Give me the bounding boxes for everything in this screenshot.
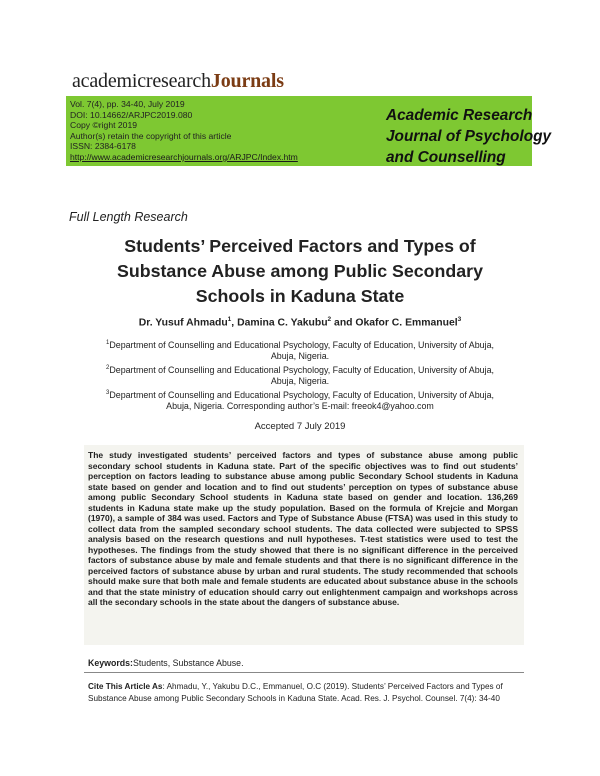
author-separator: ,	[231, 317, 238, 329]
meta-doi: DOI: 10.14662/ARJPC2019.080	[70, 109, 193, 120]
logo-text-accent: Journals	[210, 70, 284, 92]
publisher-logo	[72, 70, 284, 93]
affiliation-text: Department of Counselling and Educational Psychology, Faculty of Education, University of Abuja,	[109, 339, 494, 350]
paper-title	[60, 234, 540, 309]
meta-rights: Author(s) retain the copyright of this article	[70, 130, 232, 141]
abstract-text: The study investigated students’ perceived factors and types of substance abuse among public secondary school students in Kaduna state. Part of the specific objectives was to find out students’ perception on factors leading to substance abuse among public Secondary School students in Kaduna state based on gender and location and to find out students’ perception on types of substance abuse among public Secondary School students in Kaduna state based on gender and location. 136,269 students in Kaduna state make up the study population. Based on the formula of Krejcie and Morgan (1970), a sample of 384 was used. Factors and Type of Substance Abuse (FTSA) was used in this study to collect data from the sampled secondary school students. The data collected were subjected to SPSS analysis based on the research questions and null hypotheses. T-test statistics were used to test the hypotheses. The findings from the study showed that there is no significant difference in the perceived factors of substance abuse by male and female students and that there is no significant difference in the perceived factors of substance abuse by urban and rural students. The study recommended that schools should make sure that both male and female students are educated about substance abuse in the schools and that the state ministry of education should carry out enlightenment campaign and workshops across all the secondary schools in the state about the dangers of substance abuse.	[88, 450, 518, 607]
article-metadata	[70, 99, 298, 163]
affiliation-text: Department of Counselling and Educational Psychology, Faculty of Education, University of Abuja,	[109, 364, 494, 375]
affiliation-line	[80, 363, 520, 376]
paper-title-line: Schools in Kaduna State	[195, 286, 405, 306]
accepted-date: Accepted 7 July 2019	[254, 421, 346, 432]
keywords-value: Students, Substance Abuse.	[132, 658, 244, 668]
keywords-label: Keywords:	[88, 658, 133, 668]
affiliation-line: Abuja, Nigeria.	[270, 351, 330, 362]
affiliation-line: Abuja, Nigeria.	[270, 376, 330, 387]
logo-text-primary: academicresearch	[72, 70, 211, 92]
paper-title-line: Students’ Perceived Factors and Types of	[124, 236, 476, 256]
affiliation-number: 2	[106, 364, 110, 371]
citation	[88, 681, 524, 704]
journal-title	[386, 105, 551, 168]
affiliation-text: Department of Counselling and Educational Psychology, Faculty of Education, University of Abuja,	[109, 389, 494, 400]
keywords-line	[88, 658, 244, 668]
journal-title-line: Journal of Psychology	[386, 128, 552, 145]
affiliations	[80, 338, 520, 412]
author-affil-number: 3	[457, 316, 462, 323]
affiliation-line	[80, 338, 520, 351]
author-name: Okafor C. Emmanuel	[355, 317, 458, 329]
meta-copyright: Copy ©right 2019	[70, 120, 138, 131]
paper-title-line: Substance Abuse among Public Secondary	[117, 261, 483, 281]
affiliation-number: 1	[106, 340, 110, 346]
article-type: Full Length Research	[69, 210, 188, 224]
journal-title-line: and Counselling	[386, 149, 506, 166]
affiliation-line-with-email: Abuja, Nigeria. Corresponding author’s E-mail: freeok4@yahoo.com	[166, 400, 434, 411]
author-affil-number: 1	[227, 316, 232, 323]
affiliation-number: 3	[106, 389, 110, 396]
journal-url-link[interactable]: http://www.academicresearchjournals.org/ARJPC/Index.htm	[70, 151, 298, 162]
affiliation-line	[80, 388, 520, 401]
cite-label: Cite This Article As	[88, 682, 163, 691]
divider	[84, 672, 524, 673]
meta-volume: Vol. 7(4), pp. 34-40, July 2019	[70, 99, 185, 109]
author-list	[60, 316, 540, 328]
cite-text: : Ahmadu, Y., Yakubu D.C., Emmanuel, O.C (2019). Students’ Perceived Factors and Types of Substance Abuse among Public Secondary Schools in Kaduna State. Acad. Res. J. Psychol. Counsel. 7(4): 34-40	[88, 682, 503, 703]
author-affil-number: 2	[327, 316, 332, 323]
author-name: Damina C. Yakubu	[237, 317, 328, 329]
journal-title-line: Academic Research	[386, 107, 533, 124]
meta-issn: ISSN: 2384-6178	[70, 141, 136, 152]
author-name: Dr. Yusuf Ahmadu	[138, 317, 228, 329]
author-separator: and	[331, 317, 356, 329]
